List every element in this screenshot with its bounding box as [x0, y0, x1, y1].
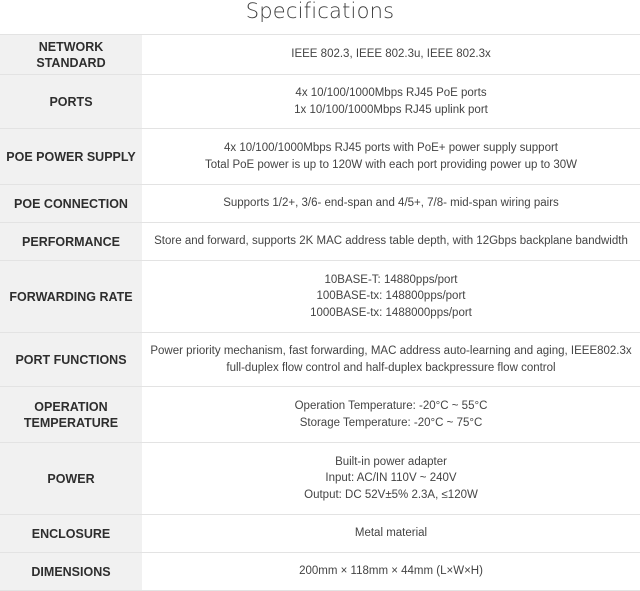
- spec-value-line: Operation Temperature: -20°C ~ 55°C: [294, 400, 488, 412]
- spec-label-line: STANDARD: [36, 55, 106, 70]
- spec-value-line: 1x 10/100/1000Mbps RJ45 uplink port: [294, 103, 488, 116]
- spec-row-performance: [0, 223, 640, 261]
- spec-row-enclosure: [0, 515, 640, 553]
- spec-label-line: OPERATION: [34, 399, 108, 414]
- spec-row-poe-connection: [0, 185, 640, 223]
- spec-value: [142, 515, 640, 553]
- spec-value-line: Storage Temperature: -20°C ~ 75°C: [299, 416, 483, 429]
- spec-label-line: PORT FUNCTIONS: [15, 352, 127, 367]
- spec-row-operation-temperature: [0, 387, 640, 443]
- spec-value-line: IEEE 802.3, IEEE 802.3u, IEEE 802.3x: [291, 48, 491, 61]
- spec-value: [142, 387, 640, 443]
- spec-value-line: Total PoE power is up to 120W with each port providing power up to 30W: [204, 158, 578, 171]
- spec-row-ports: [0, 75, 640, 129]
- spec-value: [142, 333, 640, 387]
- spec-label-line: DIMENSIONS: [31, 564, 111, 579]
- spec-row-network-standard: [0, 35, 640, 75]
- spec-row-forwarding-rate: [0, 261, 640, 333]
- spec-label-line: POWER: [47, 471, 95, 486]
- spec-value: [142, 553, 640, 591]
- spec-value-line: Input: AC/IN 110V ~ 240V: [325, 472, 457, 485]
- spec-value-line: 10BASE-T: 14880pps/port: [324, 273, 458, 286]
- spec-row-power: [0, 443, 640, 515]
- spec-label-line: FORWARDING RATE: [9, 289, 133, 304]
- spec-value: [142, 75, 640, 129]
- spec-label-line: PERFORMANCE: [22, 234, 120, 249]
- spec-value-line: Supports 1/2+, 3/6- end-span and 4/5+, 7/8- mid-span wiring pairs: [223, 197, 559, 210]
- spec-label: [0, 515, 142, 553]
- specifications-table: [0, 34, 640, 591]
- spec-value-line: 4x 10/100/1000Mbps RJ45 ports with PoE+ power supply support: [223, 142, 559, 154]
- spec-label-line: TEMPERATURE: [23, 415, 119, 430]
- spec-value-line: 1000BASE-tx: 1488000pps/port: [310, 306, 472, 319]
- spec-label: [0, 553, 142, 591]
- spec-label: [0, 223, 142, 261]
- spec-label: [0, 185, 142, 223]
- spec-label-line: ENCLOSURE: [31, 526, 111, 541]
- spec-label: [0, 387, 142, 443]
- spec-value: [142, 129, 640, 185]
- spec-row-poe-power-supply: [0, 129, 640, 185]
- spec-value-line: Output: DC 52V±5% 2.3A, ≤120W: [304, 488, 478, 501]
- spec-value: [142, 35, 640, 75]
- page-title: Specifications: [245, 0, 395, 23]
- spec-label-line: NETWORK: [38, 39, 104, 54]
- spec-label: [0, 75, 142, 129]
- spec-value-line: full-duplex flow control and half-duplex backpressure flow control: [226, 361, 556, 374]
- spec-label: [0, 443, 142, 515]
- spec-label-line: POE POWER SUPPLY: [6, 149, 136, 164]
- spec-value: [142, 261, 640, 333]
- spec-value: [142, 185, 640, 223]
- spec-label: [0, 35, 142, 75]
- spec-value-line: Store and forward, supports 2K MAC address table depth, with 12Gbps backplane bandwidth: [154, 235, 628, 248]
- spec-value-line: Metal material: [354, 527, 428, 540]
- spec-label-line: PORTS: [49, 94, 93, 109]
- spec-row-dimensions: [0, 553, 640, 591]
- spec-value: [142, 443, 640, 515]
- spec-row-port-functions: [0, 333, 640, 387]
- spec-value-line: 4x 10/100/1000Mbps RJ45 PoE ports: [295, 87, 487, 99]
- spec-label-line: POE CONNECTION: [14, 196, 128, 211]
- spec-label: [0, 333, 142, 387]
- spec-value-line: Power priority mechanism, fast forwarding, MAC address auto-learning and aging, IEEE802.3x: [150, 345, 632, 357]
- spec-value: [142, 223, 640, 261]
- spec-value-line: 100BASE-tx: 148800pps/port: [316, 290, 466, 303]
- spec-value-line: 200mm × 118mm × 44mm (L×W×H): [299, 565, 483, 578]
- spec-value-line: Built-in power adapter: [335, 455, 447, 468]
- spec-label: [0, 261, 142, 333]
- spec-label: [0, 129, 142, 185]
